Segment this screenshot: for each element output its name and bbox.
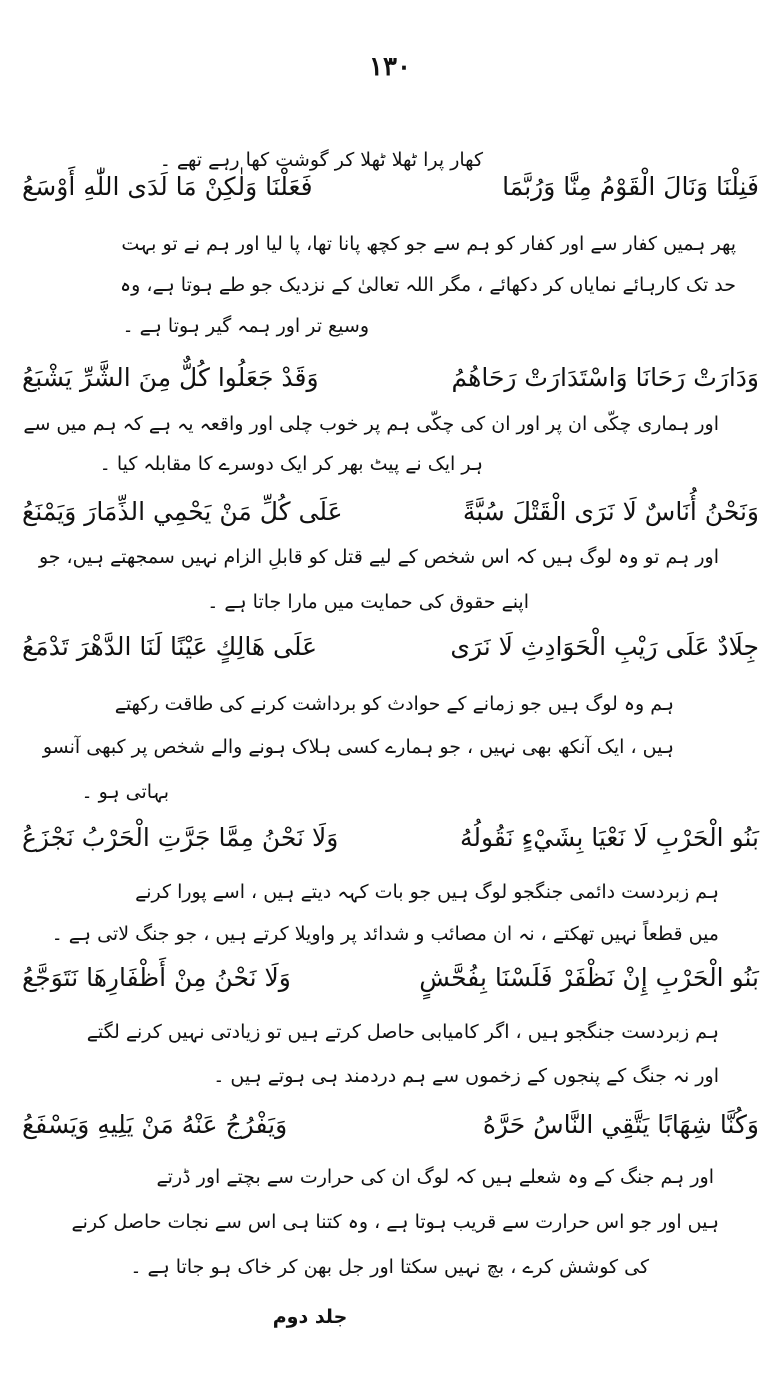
- verse-2: [22, 358, 759, 398]
- verse-5-second-hemistich: وَلَا نَحْنُ مِمَّا جَرَّتِ الْحَرْبُ نَجْزَعُ: [22, 823, 339, 852]
- verse-6: [22, 958, 759, 998]
- verse-1-translation-line-3: وسیع تر اور ہمہ گیر ہوتا ہے ۔: [122, 315, 369, 337]
- verse-2-translation-line-2: ہر ایک نے پیٹ بھر کر ایک دوسرے کا مقابلہ کیا ۔: [99, 453, 483, 475]
- verse-3-translation-line-2: اپنے حقوق کی حمایت میں مارا جاتا ہے ۔: [207, 591, 529, 613]
- verse-2-second-hemistich: وَقَدْ جَعَلُوا كُلٌّ مِنَ الشَّرِّ يَشْبَعُ: [22, 363, 319, 392]
- verse-7-translation-line-3: کی کوشش کرے ، بچ نہیں سکتا اور جل بھن کر خاک ہو جاتا ہے ۔: [130, 1256, 649, 1278]
- verse-3-first-hemistich: وَنَحْنُ أُنَاسٌ لَا نَرَى الْقَتْلَ سُبَّةً: [462, 497, 759, 526]
- verse-1-translation-line-1: پھر ہمیں کفار سے اور کفار کو ہم سے جو کچھ پانا تھا، پا لیا اور ہم نے تو بہت: [121, 233, 736, 255]
- verse-5: [22, 818, 759, 858]
- verse-6-translation-line-1: ہم زبردست جنگجو ہیں ، اگر کامیابی حاصل کرتے ہیں تو زیادتی نہیں کرنے لگتے: [86, 1021, 719, 1043]
- verse-6-translation-line-2: اور نہ جنگ کے پنجوں کے زخموں سے ہم دردمند ہی ہوتے ہیں ۔: [213, 1065, 719, 1087]
- verse-1-first-hemistich: فَنِلْنَا وَنَالَ الْقَوْمُ مِنَّا وَرُبَّمَا: [502, 172, 759, 201]
- verse-5-translation-line-2: میں قطعاً نہیں تھکتے ، نہ ان مصائب و شدائد پر واویلا کرتے ہیں ، جو جنگ لاتی ہے ۔: [51, 923, 719, 945]
- verse-4-translation-line-2: ہیں ، ایک آنکھ بھی نہیں ، جو ہمارے کسی ہلاک ہونے والے شخص پر کبھی آنسو: [42, 736, 674, 758]
- verse-3: [22, 492, 759, 532]
- verse-1-second-hemistich: فَعَلْنَا وَلٰكِنْ مَا لَدَى اللّٰهِ أَوْسَعُ: [22, 172, 313, 201]
- verse-1-translation-line-2: حد تک کارہائے نمایاں کر دکھائے ، مگر اللہ تعالیٰ کے نزدیک جو طے ہوتا ہے، وہ: [120, 274, 736, 296]
- verse-6-second-hemistich: وَلَا نَحْنُ مِنْ أَظْفَارِهَا نَتَوَجَّعُ: [22, 963, 291, 992]
- verse-4-translation-line-3: بہاتی ہو ۔: [81, 781, 169, 803]
- verse-7-first-hemistich: وَكُنَّا شِهَابًا يَتَّقِي النَّاسُ حَرَّهُ: [482, 1110, 759, 1139]
- verse-4-translation-line-1: ہم وہ لوگ ہیں جو زمانے کے حوادث کو برداشت کرنے کی طاقت رکھتے: [114, 693, 674, 715]
- verse-6-first-hemistich: بَنُو الْحَرْبِ إِنْ نَظْفَرْ فَلَسْنَا بِفُحَّشٍ: [419, 963, 759, 992]
- verse-4-second-hemistich: عَلَى هَالِكٍ عَيْنًا لَنَا الدَّهْرَ تَدْمَعُ: [22, 632, 318, 661]
- verse-1: [22, 167, 759, 207]
- verse-7-translation-line-2: ہیں اور جو اس حرارت سے قریب ہوتا ہے ، وہ کتنا ہی اس سے نجات حاصل کرنے: [71, 1211, 719, 1233]
- page-number: ١٣٠: [369, 52, 411, 82]
- verse-4: [22, 627, 759, 667]
- verse-2-translation-line-1: اور ہماری چکّی ان پر اور ان کی چکّی ہم پر خوب چلی اور واقعہ یہ ہے کہ ہم میں سے: [23, 413, 719, 435]
- volume-label: جلد دوم: [272, 1306, 348, 1328]
- verse-7: [22, 1105, 759, 1145]
- verse-2-first-hemistich: وَدَارَتْ رَحَانَا وَاسْتَدَارَتْ رَحَاهُمُ: [451, 363, 759, 392]
- verse-4-first-hemistich: جِلَادٌ عَلَى رَيْبِ الْحَوَادِثِ لَا نَرَى: [450, 632, 759, 661]
- verse-3-second-hemistich: عَلَى كُلِّ مَنْ يَحْمِي الذِّمَارَ وَيَمْنَعُ: [22, 497, 343, 526]
- verse-5-translation-line-1: ہم زبردست دائمی جنگجو لوگ ہیں جو بات کہہ دیتے ہیں ، اسے پورا کرنے: [135, 881, 719, 903]
- verse-7-translation-line-1: اور ہم جنگ کے وہ شعلے ہیں کہ لوگ ان کی حرارت سے بچتے اور ڈرتے: [156, 1166, 714, 1188]
- verse-3-translation-line-1: اور ہم تو وہ لوگ ہیں کہ اس شخص کے لیے قتل کو قابلِ الزام نہیں سمجھتے ہیں، جو: [38, 546, 719, 568]
- verse-7-second-hemistich: وَيَفْرُجُ عَنْهُ مَنْ يَلِيهِ وَيَسْفَعُ: [22, 1110, 288, 1139]
- intro-line: کھار پرا ٹھلا ٹھلا کر گوشت کھا رہے تھے ۔: [159, 149, 483, 171]
- verse-5-first-hemistich: بَنُو الْحَرْبِ لَا نَعْيَا بِشَيْءٍ نَقُولُهُ: [459, 823, 759, 852]
